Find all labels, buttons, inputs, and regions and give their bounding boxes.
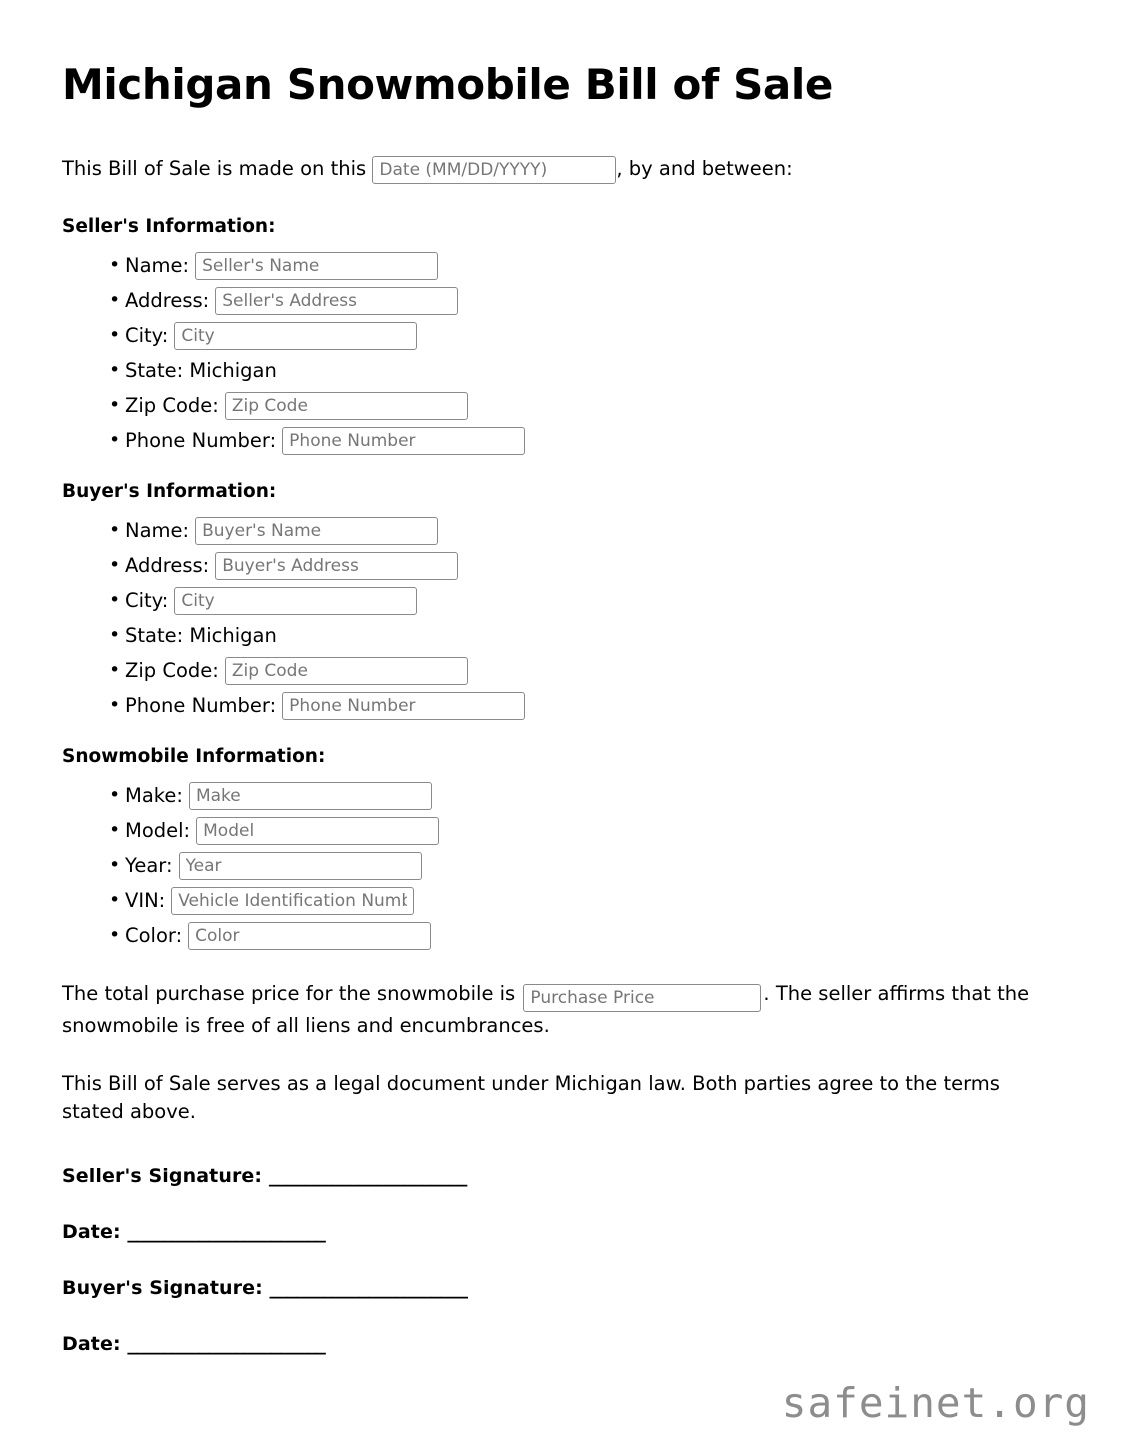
field-label: • Color: [125, 923, 183, 947]
field-buyer-address [109, 551, 1064, 580]
field-snowmobile-make [109, 781, 1064, 810]
field-label: • Zip Code: [125, 393, 219, 417]
snowmobile-year-input[interactable] [179, 852, 422, 880]
signature-rule: ______________________ [127, 1221, 326, 1244]
intro-paragraph [62, 154, 1064, 184]
buyer-zip-input[interactable] [225, 657, 468, 685]
field-label: • Zip Code: [125, 658, 219, 682]
field-label-static: • State: Michigan [125, 623, 277, 647]
field-label: • Model: [125, 818, 191, 842]
site-watermark: safeinet.org [781, 1379, 1090, 1427]
buyer-city-input[interactable] [174, 587, 417, 615]
buyer-name-input[interactable] [195, 517, 438, 545]
snowmobile-color-input[interactable] [188, 922, 431, 950]
field-label: • Phone Number: [125, 693, 277, 717]
signature-rule: ______________________ [269, 1277, 468, 1300]
field-buyer-name [109, 516, 1064, 545]
signature-rule: ______________________ [127, 1333, 326, 1356]
seller-section-heading: Seller's Information: [62, 216, 276, 238]
field-seller-state [109, 356, 1064, 385]
seller-address-input[interactable] [215, 287, 458, 315]
seller-name-input[interactable] [195, 252, 438, 280]
seller-signature-line [62, 1165, 1064, 1187]
signature-label: Seller's Signature: [62, 1165, 263, 1188]
field-buyer-zip [109, 656, 1064, 685]
seller-field-list [62, 251, 1064, 455]
field-label: • Address: [125, 553, 210, 577]
field-snowmobile-year [109, 851, 1064, 880]
field-label: • Name: [125, 253, 190, 277]
buyer-section-heading: Buyer's Information: [62, 481, 277, 503]
field-label: • City: [125, 588, 169, 612]
field-label: • Address: [125, 288, 210, 312]
field-seller-zip [109, 391, 1064, 420]
field-snowmobile-color [109, 921, 1064, 950]
legal-paragraph: This Bill of Sale serves as a legal document under Michigan law. Both parties agree to the terms stated above. [62, 1071, 1000, 1123]
field-seller-name [109, 251, 1064, 280]
field-snowmobile-vin [109, 886, 1064, 915]
field-seller-address [109, 286, 1064, 315]
purchase-text-before: The total purchase price for the snowmobile is [62, 982, 516, 1006]
snowmobile-vin-input[interactable] [171, 887, 414, 915]
field-label: • Phone Number: [125, 428, 277, 452]
field-snowmobile-model [109, 816, 1064, 845]
page-title: Michigan Snowmobile Bill of Sale [62, 60, 833, 109]
field-label: • City: [125, 323, 169, 347]
intro-text-after: , by and between: [616, 157, 793, 181]
field-label: • Make: [125, 783, 183, 807]
field-label-static: • State: Michigan [125, 358, 277, 382]
snowmobile-field-list [62, 781, 1064, 950]
snowmobile-make-input[interactable] [189, 782, 432, 810]
seller-city-input[interactable] [174, 322, 417, 350]
purchase-price-input[interactable] [523, 984, 761, 1012]
snowmobile-section-heading: Snowmobile Information: [62, 746, 326, 768]
field-buyer-phone [109, 691, 1064, 720]
buyer-date-line [62, 1333, 1064, 1355]
field-seller-phone [109, 426, 1064, 455]
intro-text-before: This Bill of Sale is made on this [62, 157, 367, 181]
buyer-signature-line [62, 1277, 1064, 1299]
field-buyer-city [109, 586, 1064, 615]
signature-label: Date: [62, 1221, 121, 1244]
signature-label: Date: [62, 1333, 121, 1356]
buyer-phone-input[interactable] [282, 692, 525, 720]
field-seller-city [109, 321, 1064, 350]
seller-date-line [62, 1221, 1064, 1243]
buyer-address-input[interactable] [215, 552, 458, 580]
snowmobile-model-input[interactable] [196, 817, 439, 845]
signature-label: Buyer's Signature: [62, 1277, 263, 1300]
field-buyer-state [109, 621, 1064, 650]
field-label: • VIN: [125, 888, 166, 912]
field-label: • Name: [125, 518, 190, 542]
purchase-price-paragraph [62, 980, 1062, 1040]
purchase-text-after: . The seller affirms that the snowmobile is free of all liens and encumbrances. [62, 982, 1030, 1038]
date-input[interactable] [372, 156, 616, 184]
signature-rule: ______________________ [268, 1165, 467, 1188]
buyer-field-list [62, 516, 1064, 720]
field-label: • Year: [125, 853, 173, 877]
signature-block [62, 1165, 1064, 1355]
seller-zip-input[interactable] [225, 392, 468, 420]
seller-phone-input[interactable] [282, 427, 525, 455]
